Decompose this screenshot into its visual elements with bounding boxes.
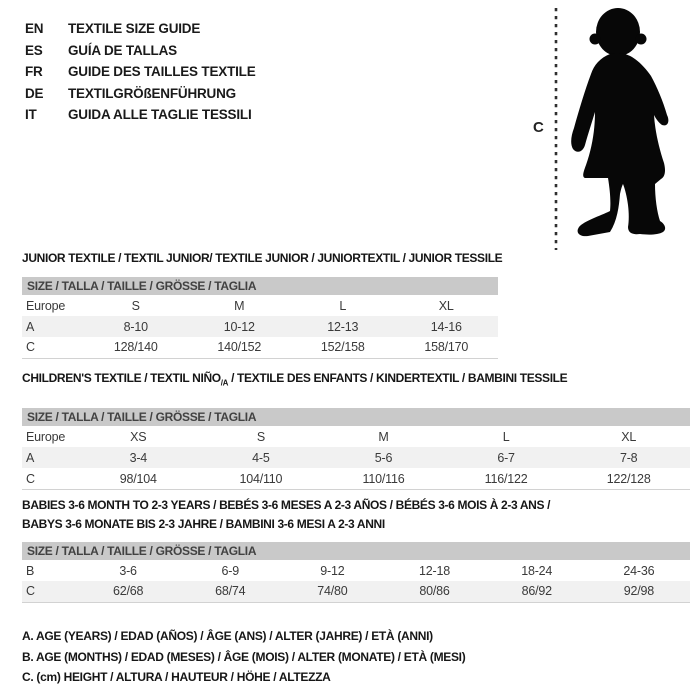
- title-subscript: /A: [220, 378, 229, 388]
- table-cell: 9-12: [320, 563, 345, 578]
- lang-label: TEXTILE SIZE GUIDE: [68, 21, 201, 37]
- legend-line-b: B. AGE (MONTHS) / EDAD (MESES) / ÂGE (MOIS) / ALTER (MONATE) / ETÀ (MESI): [22, 649, 466, 664]
- table-cell: 4-5: [252, 450, 270, 465]
- lang-label: GUÍA DE TALLAS: [68, 42, 177, 58]
- measurement-legend: [22, 626, 465, 688]
- table-cell: 6-7: [497, 450, 515, 465]
- size-header-bar: SIZE / TALLA / TAILLE / GRÖSSE / TAGLIA: [22, 542, 690, 560]
- language-title-list: [25, 18, 256, 126]
- lang-code: DE: [25, 85, 44, 101]
- lang-label: GUIDA ALLE TAGLIE TESSILI: [68, 107, 252, 123]
- table-cell: 3-6: [119, 563, 137, 578]
- table-row-age-months: [22, 560, 690, 581]
- table-cell: 10-12: [223, 319, 255, 334]
- table-row-height: [22, 581, 690, 602]
- babies-title-line1: BABIES 3-6 MONTH TO 2-3 YEARS / BEBÉS 3-6 MESES A 2-3 AÑOS / BÉBÉS 3-6 MOIS À 2-3 ANS /: [22, 498, 551, 512]
- row-label: C: [26, 471, 35, 486]
- junior-textile-title: JUNIOR TEXTILE / TEXTIL JUNIOR/ TEXTILE JUNIOR / JUNIORTEXTIL / JUNIOR TESSILE: [22, 251, 503, 265]
- row-label: B: [26, 563, 35, 578]
- figure-area: [525, 0, 700, 255]
- lang-item-it: [25, 104, 256, 126]
- table-cell: 14-16: [430, 319, 462, 334]
- table-cell: XL: [438, 298, 454, 313]
- table-cell: M: [234, 298, 245, 313]
- table-cell: 116/122: [484, 471, 528, 486]
- row-label: C: [26, 584, 35, 599]
- table-cell: 6-9: [221, 563, 239, 578]
- babies-title-line2: BABYS 3-6 MONATE BIS 2-3 JAHRE / BAMBINI 3-6 MESI A 2-3 ANNI: [22, 517, 385, 531]
- row-label: A: [26, 450, 35, 465]
- table-row-height: [22, 468, 690, 489]
- table-row-age-years: [22, 447, 690, 468]
- table-cell: 158/170: [424, 340, 469, 355]
- table-cell: 3-4: [129, 450, 148, 465]
- table-cell: 5-6: [374, 450, 393, 465]
- junior-textile-section: [22, 251, 503, 359]
- table-cell: XL: [621, 429, 637, 444]
- lang-label: TEXTILGRÖßENFÜHRUNG: [68, 85, 236, 101]
- lang-code: ES: [25, 42, 43, 58]
- legend-line-a: A. AGE (YEARS) / EDAD (AÑOS) / ÂGE (ANS) / ALTER (JAHRE) / ETÀ (ANNI): [22, 629, 433, 643]
- lang-item-es: [25, 40, 256, 62]
- lang-item-en: [25, 18, 256, 40]
- toddler-body: [571, 8, 668, 236]
- table-cell: 7-8: [619, 450, 638, 465]
- title-part: / TEXTILE DES ENFANTS / KINDERTEXTIL / BAMBINI TESSILE: [228, 371, 568, 385]
- table-cell: 98/104: [119, 471, 157, 486]
- table-row-height: [22, 337, 498, 358]
- lang-code: EN: [25, 21, 44, 37]
- lang-code: IT: [25, 107, 37, 123]
- row-label: A: [26, 319, 35, 334]
- table-cell: XS: [130, 429, 147, 444]
- size-header-bar: SIZE / TALLA / TAILLE / GRÖSSE / TAGLIA: [22, 277, 498, 295]
- table-cell: 140/152: [217, 340, 262, 355]
- childrens-textile-section: [22, 371, 690, 490]
- table-cell: 62/68: [112, 584, 144, 599]
- table-cell: 80/86: [419, 584, 450, 599]
- table-cell: S: [131, 298, 140, 313]
- toddler-silhouette: [525, 0, 700, 255]
- title-part: CHILDREN'S TEXTILE / TEXTIL NIÑO: [22, 371, 221, 385]
- legend-line-c: C. (cm) HEIGHT / ALTURA / HAUTEUR / HÖHE / ALTEZZA: [22, 670, 331, 684]
- table-cell: 8-10: [123, 319, 148, 334]
- childrens-textile-title: [22, 371, 690, 390]
- table-row-europe: [22, 426, 690, 447]
- table-cell: S: [256, 429, 265, 444]
- row-label: Europe: [26, 298, 66, 313]
- table-row-age-years: [22, 316, 498, 337]
- junior-textile-table: [22, 295, 498, 359]
- lang-code: FR: [25, 64, 43, 80]
- row-label: C: [26, 340, 35, 355]
- lang-label: GUIDE DES TAILLES TEXTILE: [68, 64, 256, 80]
- table-cell: L: [502, 429, 510, 444]
- table-cell: L: [339, 298, 347, 313]
- table-cell: M: [378, 429, 389, 444]
- table-cell: 18-24: [521, 563, 553, 578]
- table-cell: 104/110: [239, 471, 283, 486]
- table-cell: 12-13: [327, 319, 359, 334]
- table-cell: 110/116: [362, 471, 405, 486]
- lang-item-de: [25, 83, 256, 105]
- table-cell: 152/158: [320, 340, 365, 355]
- table-cell: 92/98: [623, 584, 655, 599]
- table-cell: 128/140: [113, 340, 158, 355]
- table-cell: 12-18: [419, 563, 451, 578]
- table-cell: 122/128: [606, 471, 651, 486]
- table-cell: 74/80: [317, 584, 348, 599]
- babies-textile-table: [22, 560, 690, 603]
- babies-textile-section: [22, 496, 690, 603]
- childrens-textile-table: [22, 426, 690, 490]
- table-row-europe: [22, 295, 498, 316]
- table-cell: 68/74: [215, 584, 246, 599]
- lang-item-fr: [25, 61, 256, 83]
- height-measure-label: C: [533, 119, 544, 136]
- table-cell: 86/92: [521, 584, 552, 599]
- size-header-bar: SIZE / TALLA / TAILLE / GRÖSSE / TAGLIA: [22, 408, 690, 426]
- table-cell: 24-36: [623, 563, 655, 578]
- row-label: Europe: [26, 429, 66, 444]
